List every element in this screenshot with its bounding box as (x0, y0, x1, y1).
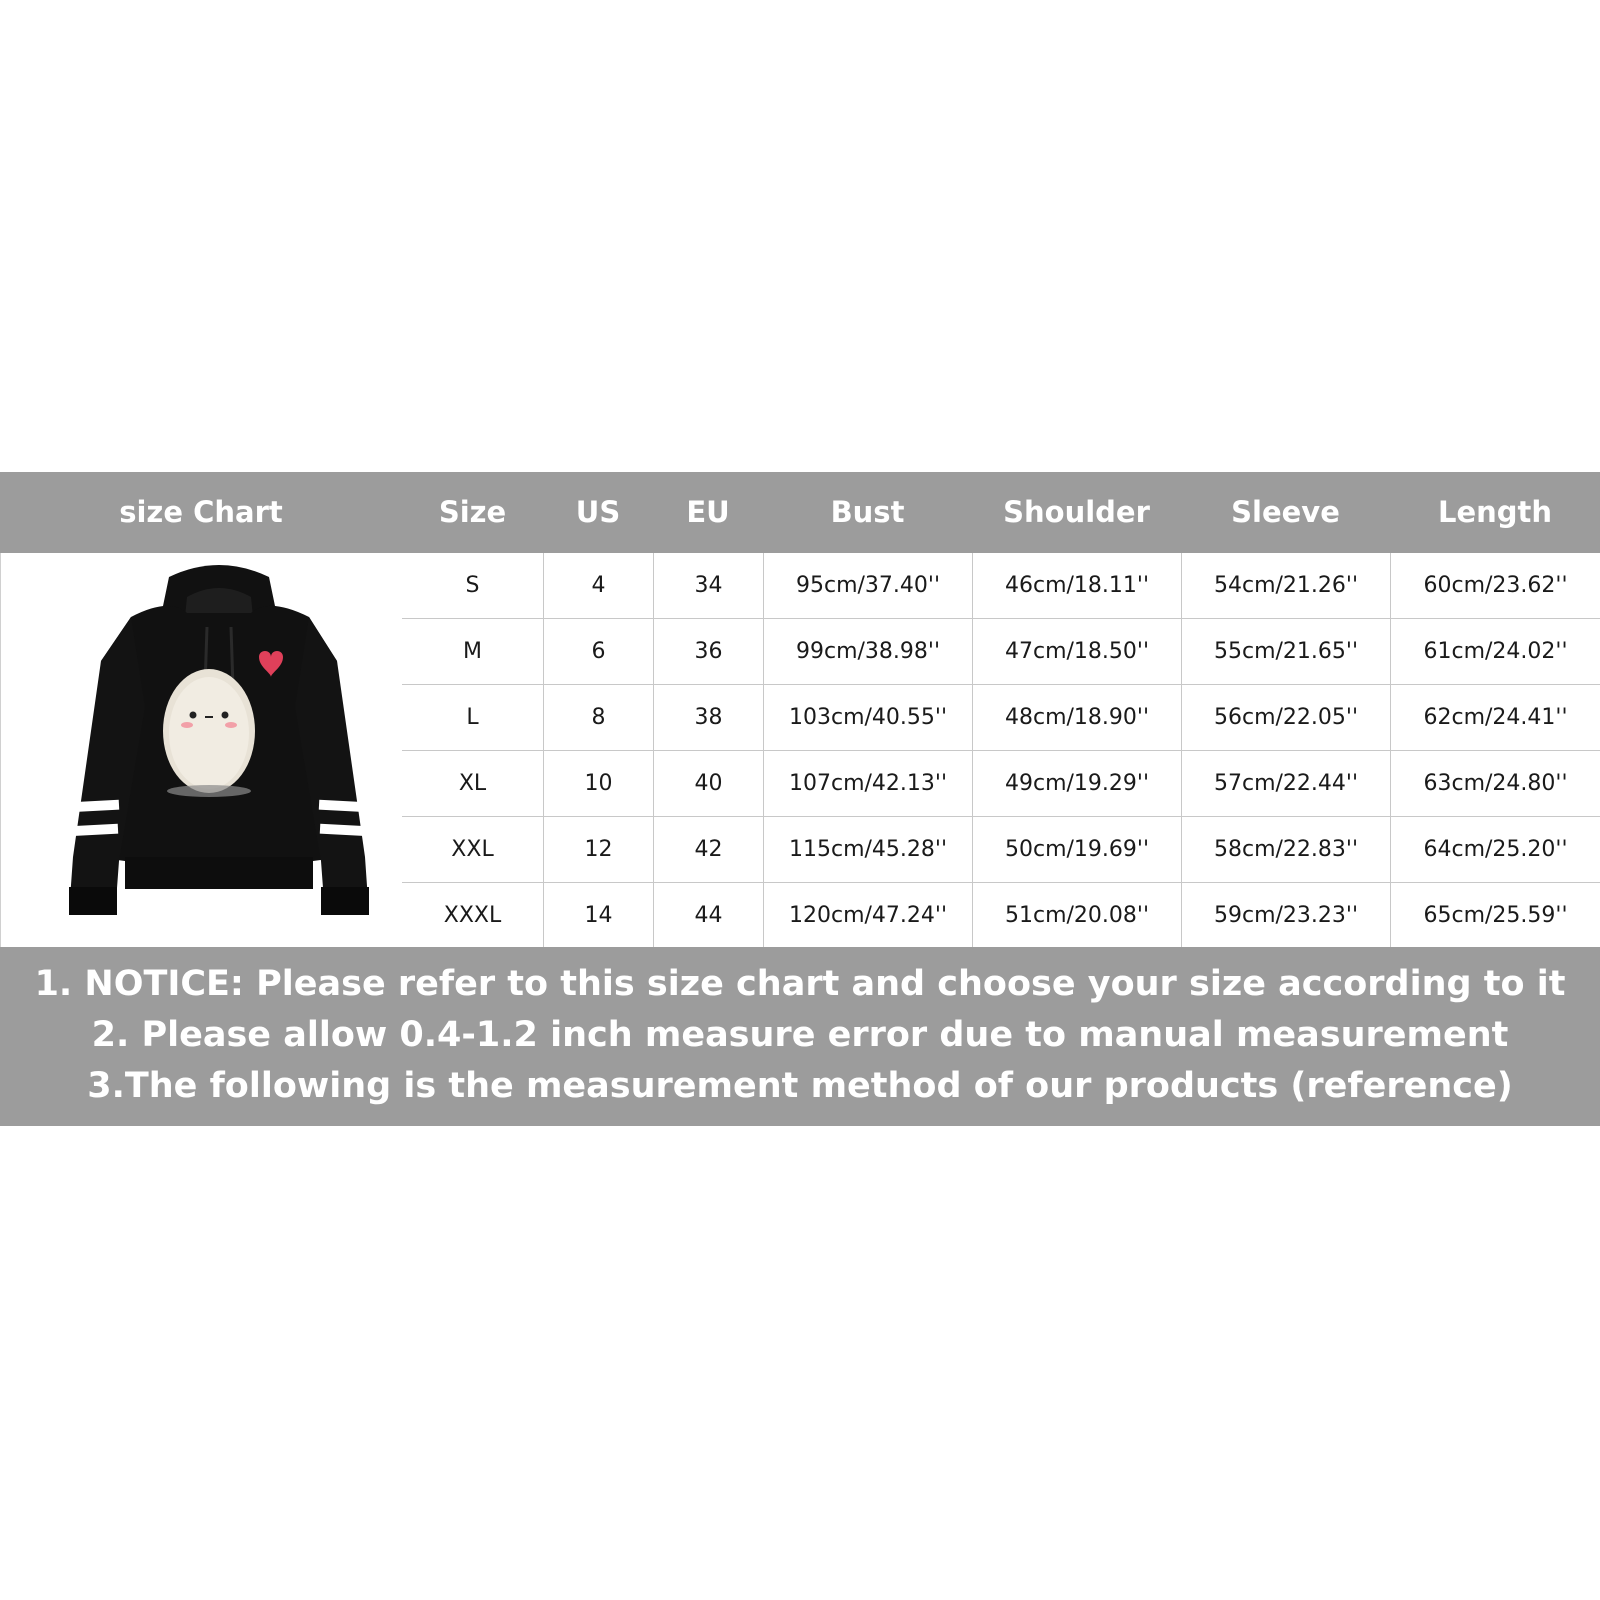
note-measure-error: 2. Please allow 0.4-1.2 inch measure error due to manual measurement (91, 1015, 1509, 1055)
cell-eu: 42 (653, 817, 763, 883)
cell-length: 62cm/24.41'' (1390, 685, 1600, 751)
cell-shoulder: 49cm/19.29'' (972, 751, 1181, 817)
header-row (0, 472, 1600, 553)
cell-eu: 36 (653, 619, 763, 685)
cell-us: 4 (543, 553, 653, 619)
cell-length: 64cm/25.20'' (1390, 817, 1600, 883)
cell-sleeve: 59cm/23.23'' (1181, 883, 1390, 949)
cell-us: 12 (543, 817, 653, 883)
cell-shoulder: 48cm/18.90'' (972, 685, 1181, 751)
hoodie-icon (59, 557, 379, 937)
cell-sleeve: 58cm/22.83'' (1181, 817, 1390, 883)
note-measurement-method: 3.The following is the measurement method of our products (reference) (87, 1066, 1513, 1106)
cell-us: 8 (543, 685, 653, 751)
column-header-length: Length (1437, 495, 1553, 529)
cell-size: XL (458, 771, 487, 796)
cell-length: 61cm/24.02'' (1390, 619, 1600, 685)
cell-bust: 120cm/47.24'' (763, 883, 972, 949)
size-table (402, 553, 1600, 947)
cell-shoulder: 50cm/19.69'' (972, 817, 1181, 883)
cell-shoulder: 46cm/18.11'' (972, 553, 1181, 619)
table-row (402, 883, 1600, 947)
cell-size: M (463, 639, 482, 664)
table-row (402, 553, 1600, 619)
cell-sleeve: 54cm/21.26'' (1181, 553, 1390, 619)
size-chart (0, 472, 1600, 1126)
cell-sleeve: 57cm/22.44'' (1181, 751, 1390, 817)
cell-bust: 99cm/38.98'' (763, 619, 972, 685)
chart-title: size Chart (119, 495, 283, 529)
cell-size: XXXL (443, 903, 502, 928)
cell-size: S (465, 573, 480, 598)
column-header-shoulder: Shoulder (1003, 495, 1150, 529)
column-header-bust: Bust (830, 495, 905, 529)
notes-section (0, 947, 1600, 1126)
cell-shoulder: 51cm/20.08'' (972, 883, 1181, 949)
table-row (402, 619, 1600, 685)
cell-eu: 44 (653, 883, 763, 949)
column-header-sleeve: Sleeve (1231, 495, 1340, 529)
cell-eu: 38 (653, 685, 763, 751)
note-notice: 1. NOTICE: Please refer to this size chart and choose your size according to it (34, 964, 1566, 1004)
product-image-cell (0, 553, 402, 947)
cell-bust: 95cm/37.40'' (763, 553, 972, 619)
cell-length: 65cm/25.59'' (1390, 883, 1600, 949)
table-row (402, 685, 1600, 751)
cell-eu: 34 (653, 553, 763, 619)
cell-bust: 107cm/42.13'' (763, 751, 972, 817)
cell-us: 10 (543, 751, 653, 817)
cell-shoulder: 47cm/18.50'' (972, 619, 1181, 685)
cell-size: XXL (451, 837, 494, 862)
cell-bust: 103cm/40.55'' (763, 685, 972, 751)
cell-eu: 40 (653, 751, 763, 817)
cell-us: 6 (543, 619, 653, 685)
cell-size: L (466, 705, 479, 730)
cell-sleeve: 56cm/22.05'' (1181, 685, 1390, 751)
column-header-size: Size (438, 495, 507, 529)
cell-us: 14 (543, 883, 653, 949)
column-header-us: US (575, 495, 621, 529)
table-row (402, 751, 1600, 817)
cell-length: 63cm/24.80'' (1390, 751, 1600, 817)
cell-length: 60cm/23.62'' (1390, 553, 1600, 619)
cell-bust: 115cm/45.28'' (763, 817, 972, 883)
cell-sleeve: 55cm/21.65'' (1181, 619, 1390, 685)
table-row (402, 817, 1600, 883)
column-header-eu: EU (686, 495, 730, 529)
